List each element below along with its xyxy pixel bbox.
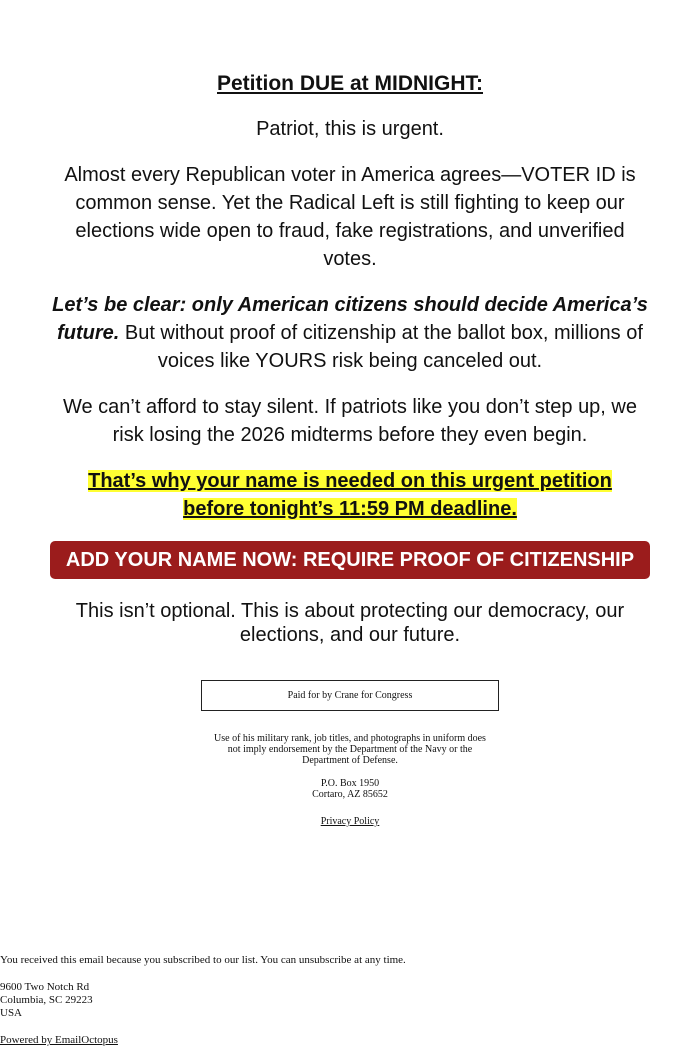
email-body — [50, 70, 650, 647]
emphasis-text: Let’s be clear: only American citizens should decide America’s future. — [52, 294, 648, 344]
subscribe-notice: You received this email because you subscribed to our list. You can unsubscribe at any time. — [0, 954, 406, 966]
sender-address-line-3: USA — [0, 1007, 23, 1019]
paid-for-box: Paid for by Crane for Congress — [201, 680, 499, 711]
paragraph-citizens-rest: But without proof of citizenship at the ballot box, millions of voices like YOURS risk being canceled out. — [119, 322, 643, 372]
highlight-line-1: That’s why your name is needed on this urgent petition — [88, 470, 612, 492]
closing-paragraph: This isn’t optional. This is about protecting our democracy, our elections, and our future. — [75, 600, 625, 646]
greeting: Patriot, this is urgent. — [256, 118, 444, 140]
highlight-line-2: before tonight’s 11:59 PM deadline. — [183, 498, 517, 520]
sender-address-line-1: 9600 Two Notch Rd — [0, 981, 90, 993]
dod-disclaimer: Use of his military rank, job titles, and photographs in uniform does not imply endorsement by the Department of the Navy or the Department of Defense. — [214, 733, 486, 766]
paragraph-voter-id: Almost every Republican voter in America agrees—VOTER ID is common sense. Yet the Radical Left is still fighting to keep our elections wide open to fraud, fake registrations, and unverified votes. — [64, 164, 636, 270]
paragraph-midterms: We can’t afford to stay silent. If patriots like you don’t step up, we risk losing the 2026 midterms before they even begin. — [62, 396, 637, 446]
sender-address — [0, 981, 700, 1020]
po-box: P.O. Box 1950 — [320, 778, 380, 789]
highlight-callout — [50, 467, 650, 523]
add-your-name-button[interactable]: ADD YOUR NAME NOW: REQUIRE PROOF OF CITIZENSHIP — [50, 541, 650, 579]
platform-footer — [0, 954, 700, 1047]
campaign-footer — [0, 680, 700, 827]
headline: Petition DUE at MIDNIGHT: — [217, 72, 483, 95]
campaign-address — [0, 778, 700, 800]
sender-address-line-2: Columbia, SC 29223 — [0, 994, 93, 1006]
city-state: Cortaro, AZ 85652 — [312, 789, 388, 800]
paragraph-citizens — [50, 291, 650, 375]
powered-by-link[interactable]: Powered by EmailOctopus — [0, 1034, 118, 1046]
privacy-policy-link[interactable]: Privacy Policy — [320, 816, 380, 827]
